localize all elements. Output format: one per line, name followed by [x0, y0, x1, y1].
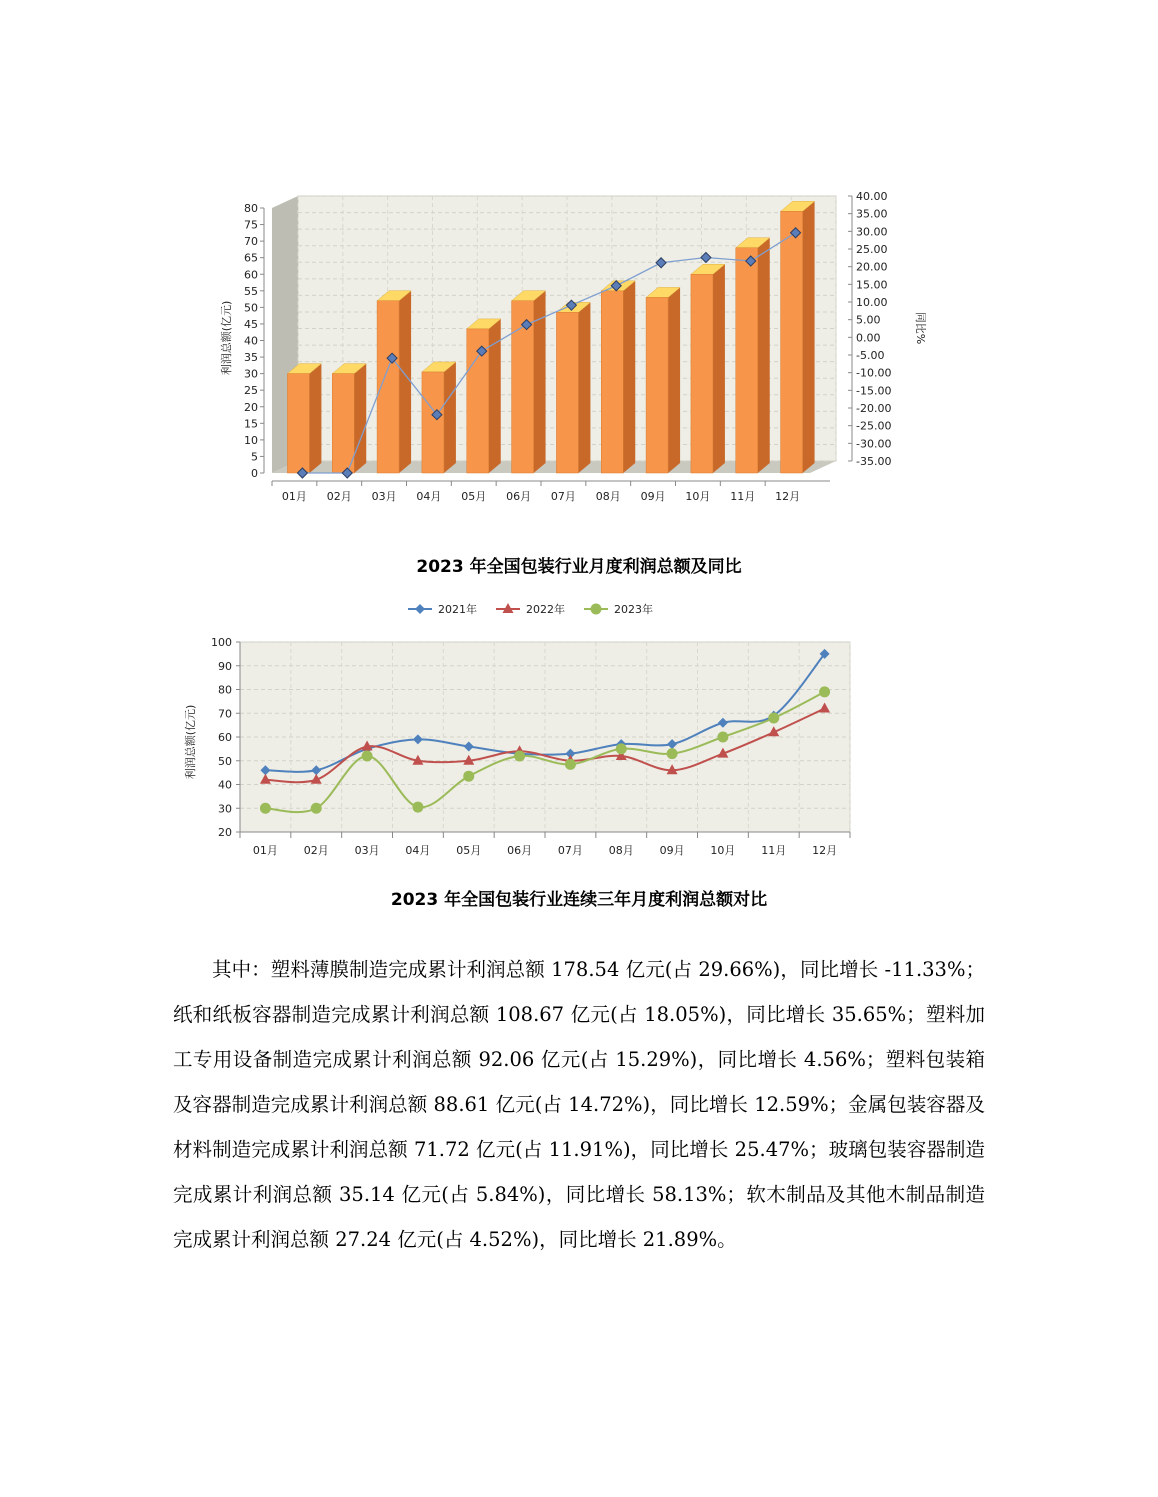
bar-side [578, 302, 590, 473]
bar [691, 274, 713, 473]
x-tick-label: 08月 [608, 844, 634, 857]
point-marker [311, 803, 322, 814]
three-year-line-chart [160, 592, 880, 872]
y-tick-label: 100 [211, 636, 232, 649]
bar-side [758, 238, 770, 473]
x-tick-label: 02月 [326, 490, 352, 503]
left-tick-label: 70 [244, 235, 258, 249]
x-tick-label: 10月 [710, 844, 736, 857]
left-tick-label: 60 [244, 268, 258, 282]
bar-side [489, 319, 501, 473]
bar-side [399, 291, 411, 473]
legend-label: 2023年 [614, 603, 653, 616]
legend-label: 2022年 [526, 603, 565, 616]
legend [408, 602, 653, 616]
left-axis-title: 利润总额(亿元) [220, 300, 233, 376]
legend-label: 2021年 [438, 603, 477, 616]
left-tick-label: 30 [244, 367, 258, 381]
right-tick-label: 15.00 [856, 278, 888, 292]
x-tick-label: 11月 [730, 490, 756, 503]
left-tick-label: 20 [244, 400, 258, 414]
bar [736, 248, 758, 473]
y-tick-label: 40 [218, 778, 232, 792]
left-tick-label: 0 [251, 467, 258, 480]
right-tick-label: -30.00 [856, 437, 892, 451]
y-tick-label: 60 [218, 731, 232, 744]
point-marker [819, 686, 830, 697]
right-tick-label: 20.00 [856, 260, 888, 274]
right-tick-label: -10.00 [856, 366, 892, 380]
left-tick-label: 55 [244, 284, 258, 298]
right-tick-label: -15.00 [856, 384, 892, 398]
left-tick-label: 35 [244, 351, 258, 365]
left-tick-label: 75 [244, 218, 258, 232]
bar-side [623, 281, 635, 473]
y-tick-label: 30 [218, 802, 232, 816]
bar-side [713, 264, 725, 473]
point-marker [362, 751, 373, 762]
left-tick-label: 15 [244, 417, 258, 431]
bar-side [444, 362, 456, 473]
right-axis-title: 同比% [914, 311, 927, 345]
x-tick-label: 03月 [371, 490, 397, 503]
left-tick-label: 40 [244, 334, 258, 348]
x-tick-label: 09月 [659, 844, 685, 857]
x-tick-label: 04月 [416, 490, 442, 503]
point-marker [565, 759, 576, 770]
bar [422, 372, 444, 473]
point-marker [514, 751, 525, 762]
bar-side [309, 364, 321, 473]
x-tick-label: 07月 [557, 844, 583, 857]
right-tick-label: 30.00 [856, 225, 888, 239]
point-marker [768, 713, 779, 724]
right-tick-label: 25.00 [856, 243, 888, 256]
plot-area [240, 642, 850, 832]
right-tick-label: -35.00 [856, 455, 892, 468]
x-tick-label: 09月 [640, 490, 666, 503]
right-tick-label: 35.00 [856, 207, 888, 221]
x-tick-label: 11月 [761, 844, 787, 857]
y-tick-label: 70 [218, 707, 232, 721]
point-marker [616, 743, 627, 754]
bar-side [534, 291, 546, 473]
profit-bar-chart [200, 178, 960, 518]
x-tick-label: 01月 [281, 490, 307, 503]
x-tick-label: 12月 [812, 844, 838, 857]
point-marker [463, 771, 474, 782]
left-tick-label: 65 [244, 251, 258, 265]
point-marker [717, 732, 728, 743]
left-tick-label: 5 [251, 450, 258, 464]
bar-side [354, 364, 366, 473]
bar [332, 374, 354, 473]
x-tick-label: 12月 [775, 490, 801, 503]
left-tick-label: 25 [244, 384, 258, 398]
bar [781, 211, 803, 473]
right-tick-label: 40.00 [856, 190, 888, 203]
bar-side [803, 201, 815, 473]
y-tick-label: 50 [218, 754, 232, 768]
y-tick-label: 80 [218, 683, 232, 697]
x-tick-label: 05月 [461, 490, 487, 503]
body-paragraph: 其中：塑料薄膜制造完成累计利润总额 178.54 亿元(占 29.66%)，同比增长 -11.33%；纸和纸板容器制造完成累计利润总额 108.67 亿元(占 18.05%)，同比增长 35.65%；塑料加工专用设备制造完成累计利润总额 92.06 亿元(占 15.29%)，同比增长 4.56%；塑料包装箱及容器制造完成累计利润总额 88.61 亿元(占 14.72%)，同比增长 12.59%；金属包装容器及材料制造完成累计利润总额 71.72 亿元(占 11.91%)，同比增长 25.47%；玻璃包装容器制造完成累计利润总额 35.14 亿元(占 5.84%)，同比增长 58.13%；软木制品及其他木制品制造完成累计利润总额 27.24 亿元(占 4.52%)，同比增长 21.89%。 [173, 958, 985, 1251]
point-marker [415, 604, 425, 614]
right-tick-label: 10.00 [856, 296, 888, 309]
chart2-caption: 2023 年全国包装行业连续三年月度利润总额对比 [390, 890, 768, 910]
x-tick-label: 01月 [252, 844, 278, 857]
x-tick-label: 06月 [506, 490, 532, 503]
right-tick-label: 5.00 [856, 313, 881, 327]
left-tick-label: 45 [244, 317, 258, 331]
right-tick-label: -25.00 [856, 419, 892, 433]
bar [556, 312, 578, 473]
y-tick-label: 90 [218, 659, 232, 673]
right-tick-label: -20.00 [856, 402, 892, 415]
bar [287, 374, 309, 473]
x-tick-label: 06月 [507, 844, 533, 857]
x-tick-label: 10月 [685, 490, 711, 503]
point-marker [412, 802, 423, 813]
left-tick-label: 10 [244, 433, 258, 447]
x-tick-label: 02月 [303, 844, 329, 857]
point-marker [591, 604, 602, 615]
bar [646, 297, 668, 473]
right-tick-label: 0.00 [856, 331, 881, 345]
x-tick-label: 05月 [456, 844, 482, 857]
x-tick-label: 08月 [595, 490, 621, 503]
bar [601, 291, 623, 473]
left-tick-label: 80 [244, 202, 258, 215]
x-tick-label: 04月 [405, 844, 431, 857]
point-marker [260, 803, 271, 814]
point-marker [667, 748, 678, 759]
right-tick-label: -5.00 [856, 349, 885, 362]
left-tick-label: 50 [244, 301, 258, 315]
bar-side [668, 287, 680, 473]
x-tick-label: 07月 [550, 490, 576, 503]
x-tick-label: 03月 [354, 844, 380, 857]
chart1-caption: 2023 年全国包装行业月度利润总额及同比 [416, 557, 742, 577]
y-axis-title: 利润总额(亿元) [184, 704, 197, 780]
y-tick-label: 20 [218, 826, 232, 839]
